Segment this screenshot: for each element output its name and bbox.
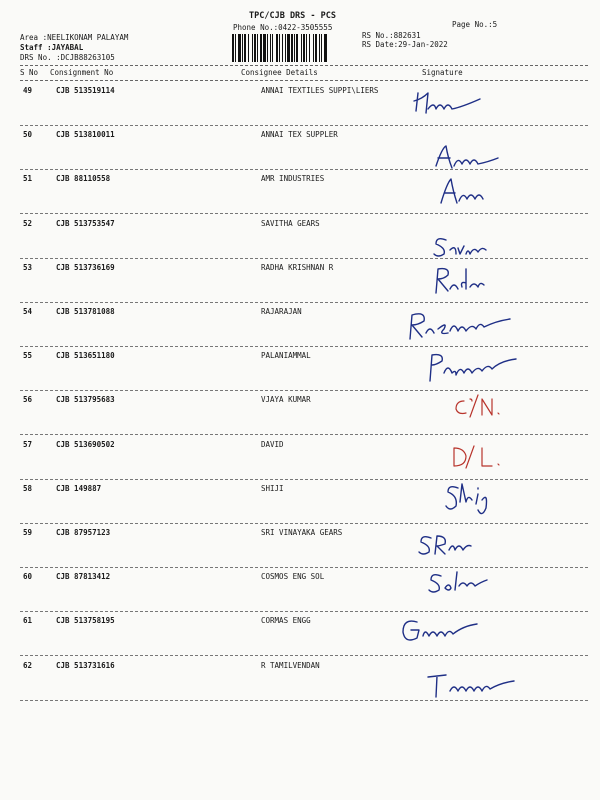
- col-header-signature: Signature: [422, 68, 463, 77]
- row-consignee: COSMOS ENG SOL: [261, 572, 325, 581]
- header-divider-bottom: [20, 80, 588, 81]
- col-header-consignee: Consignee Details: [241, 68, 318, 77]
- handwritten-signature: [442, 478, 512, 520]
- row-serial-number: 56: [23, 395, 33, 404]
- row-serial-number: 53: [23, 263, 33, 272]
- row-serial-number: 54: [23, 307, 33, 316]
- row-divider: [20, 169, 588, 170]
- row-serial-number: 51: [23, 174, 33, 183]
- row-consignee: RADHA KRISHNAN R: [261, 263, 334, 272]
- row-serial-number: 62: [23, 661, 33, 670]
- handwritten-signature: [437, 177, 497, 209]
- row-consignee: AMR INDUSTRIES: [261, 174, 325, 183]
- table-row: [0, 395, 600, 439]
- row-consignment-number: CJB 513651180: [56, 351, 115, 360]
- row-consignment-number: CJB 513753547: [56, 219, 115, 228]
- table-row: [0, 174, 600, 218]
- table-row: [0, 528, 600, 572]
- handwritten-signature: [424, 669, 524, 703]
- row-serial-number: 55: [23, 351, 33, 360]
- row-divider: [20, 523, 588, 524]
- row-divider: [20, 655, 588, 656]
- row-serial-number: 49: [23, 86, 33, 95]
- row-consignee: DAVID: [261, 440, 284, 449]
- table-row: [0, 351, 600, 395]
- row-consignee: SRI VINAYAKA GEARS: [261, 528, 343, 537]
- row-consignment-number: CJB 513736169: [56, 263, 115, 272]
- table-row: [0, 307, 600, 351]
- staff-label: Staff :JAYABAL: [20, 43, 84, 52]
- table-row: [0, 263, 600, 307]
- row-serial-number: 61: [23, 616, 33, 625]
- row-serial-number: 52: [23, 219, 33, 228]
- row-consignment-number: CJB 149887: [56, 484, 102, 493]
- handwritten-signature: [430, 265, 510, 299]
- area-label: Area :NEELIKONAM PALAYAM: [20, 33, 129, 42]
- rs-number: RS No.:882631: [362, 31, 421, 40]
- row-divider: [20, 434, 588, 435]
- handwritten-signature: [422, 349, 532, 385]
- row-serial-number: 59: [23, 528, 33, 537]
- table-row: [0, 572, 600, 616]
- row-consignment-number: CJB 87813412: [56, 572, 111, 581]
- table-row: [0, 484, 600, 528]
- handwritten-signature: [410, 91, 500, 121]
- row-serial-number: 50: [23, 130, 33, 139]
- row-consignment-number: CJB 513690502: [56, 440, 115, 449]
- row-consignee: RAJARAJAN: [261, 307, 302, 316]
- row-consignment-number: CJB 87957123: [56, 528, 111, 537]
- row-consignee: R TAMILVENDAN: [261, 661, 320, 670]
- row-consignee: ANNAI TEX SUPPLER: [261, 130, 338, 139]
- table-row: [0, 219, 600, 263]
- row-consignee: SAVITHA GEARS: [261, 219, 320, 228]
- row-consignment-number: CJB 88110558: [56, 174, 111, 183]
- rs-date: RS Date:29-Jan-2022: [362, 40, 448, 49]
- row-divider: [20, 258, 588, 259]
- row-consignment-number: CJB 513519114: [56, 86, 115, 95]
- row-consignment-number: CJB 513795683: [56, 395, 115, 404]
- handwritten-signature: [448, 442, 508, 472]
- document-title: TPC/CJB DRS - PCS: [249, 11, 336, 21]
- row-consignment-number: CJB 513731616: [56, 661, 115, 670]
- row-divider: [20, 213, 588, 214]
- table-row: [0, 86, 600, 130]
- row-divider: [20, 346, 588, 347]
- handwritten-signature: [425, 568, 505, 598]
- row-consignee: PALANIAMMAL: [261, 351, 311, 360]
- table-row: [0, 661, 600, 705]
- row-serial-number: 57: [23, 440, 33, 449]
- header-divider-top: [20, 65, 588, 66]
- row-serial-number: 58: [23, 484, 33, 493]
- row-consignee: CORMAS ENGG: [261, 616, 311, 625]
- barcode: [231, 34, 355, 62]
- handwritten-signature: [397, 614, 507, 648]
- page-number: Page No.:5: [452, 20, 498, 29]
- row-divider: [20, 700, 588, 701]
- row-consignee: VJAYA KUMAR: [261, 395, 311, 404]
- table-row: [0, 616, 600, 660]
- row-divider: [20, 611, 588, 612]
- row-serial-number: 60: [23, 572, 33, 581]
- row-consignee: ANNAI TEXTILES SUPPI\LIERS: [261, 86, 379, 95]
- phone-number: Phone No.:0422-3505555: [233, 23, 333, 32]
- row-consignee: SHIJI: [261, 484, 284, 493]
- handwritten-signature: [402, 307, 522, 343]
- row-divider: [20, 125, 588, 126]
- handwritten-signature: [415, 530, 485, 560]
- col-header-consignment: Consignment No: [50, 68, 114, 77]
- drs-number: DRS No. :DCJB88263105: [20, 53, 115, 62]
- row-divider: [20, 302, 588, 303]
- handwritten-signature: [452, 391, 522, 421]
- col-header-sno: S No: [20, 68, 39, 77]
- row-consignment-number: CJB 513781088: [56, 307, 115, 316]
- table-row: [0, 130, 600, 174]
- row-consignment-number: CJB 513758195: [56, 616, 115, 625]
- row-consignment-number: CJB 513810011: [56, 130, 115, 139]
